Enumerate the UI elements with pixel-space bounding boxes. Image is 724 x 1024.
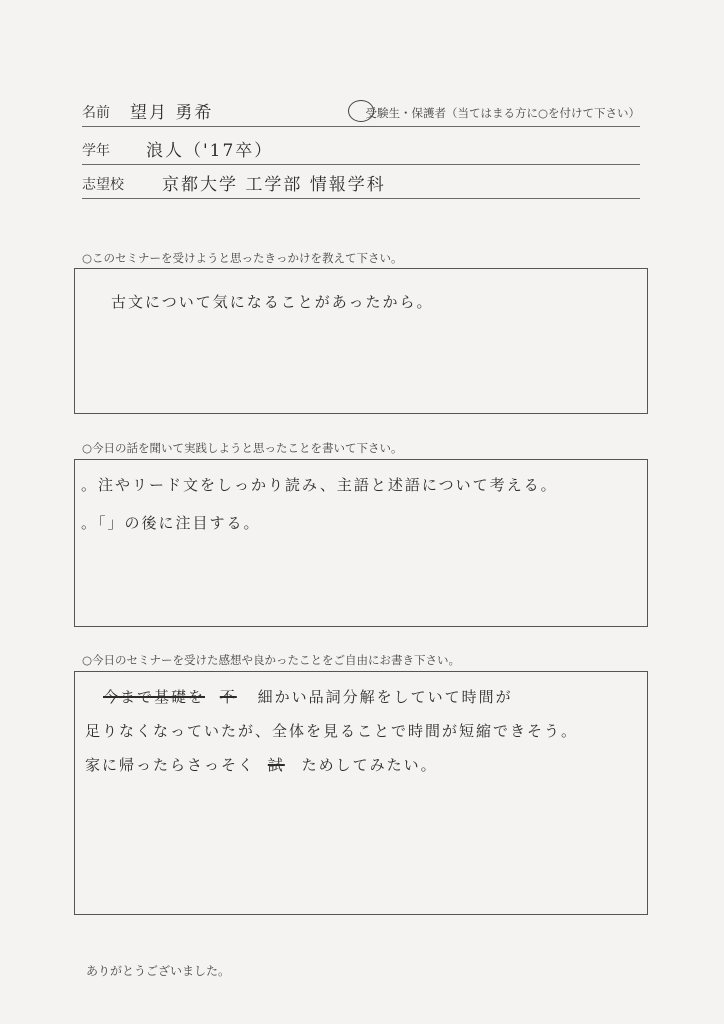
answer-2-line-1: 。注やリード文をしっかり読み、主語と述語について考える。 <box>81 476 558 494</box>
answer-3-line-1-text: 細かい品詞分解をしていて時間が <box>257 688 513 706</box>
name-label: 名前 <box>82 105 110 121</box>
question-2: ○今日の話を聞いて実践しようと思ったことを書いて下さい。 <box>82 441 403 455</box>
struck-text: 試 <box>267 756 285 774</box>
answer-3-line-3-text-a: 家に帰ったらさっそく <box>85 756 256 774</box>
school-row <box>82 170 640 199</box>
name-value: 望月 勇希 <box>130 103 214 123</box>
grade-value: 浪人（'17卒） <box>146 141 274 161</box>
grade-row <box>82 136 640 165</box>
question-1: ○このセミナーを受けようと思ったきっかけを教えて下さい。 <box>82 251 403 265</box>
answer-3-line-1 <box>103 686 513 707</box>
answer-3-line-3 <box>85 754 438 775</box>
closing-text: ありがとうございました。 <box>86 964 231 978</box>
struck-text: 今まで基礎を <box>103 688 206 706</box>
answer-1-line-1: 古文について気になることがあったから。 <box>111 293 434 311</box>
answer-box-3 <box>74 671 648 915</box>
role-note: 受験生・保護者（当てはまる方に○を付けて下さい） <box>365 106 640 120</box>
answer-3-line-2: 足りなくなっていたが、全体を見ることで時間が短縮できそう。 <box>85 722 579 740</box>
answer-box-1 <box>74 268 648 414</box>
school-label: 志望校 <box>82 177 124 193</box>
school-value: 京都大学 工学部 情報学科 <box>162 175 386 195</box>
answer-box-2 <box>74 459 648 627</box>
struck-text: 不 <box>219 688 237 706</box>
answer-2-line-2: 。「」の後に注目する。 <box>81 514 261 532</box>
question-3: ○今日のセミナーを受けた感想や良かったことをご自由にお書き下さい。 <box>82 653 461 667</box>
grade-label: 学年 <box>82 143 110 159</box>
selected-role-circle <box>348 100 374 122</box>
answer-3-line-3-text-b: ためしてみたい。 <box>301 756 438 774</box>
